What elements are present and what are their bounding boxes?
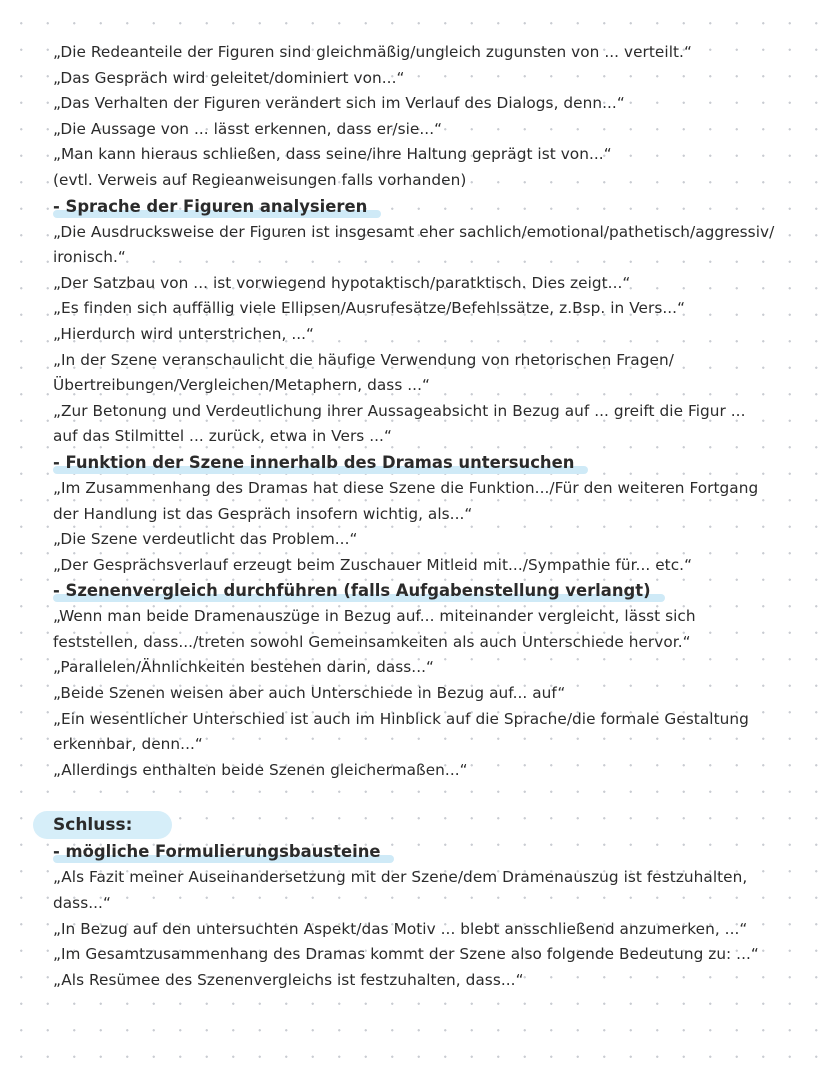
text-line: „Es finden sich auffällig viele Ellipsen/Ausrufesätze/Befehlssätze, z.Bsp. in Vers...“ bbox=[53, 299, 686, 318]
text-line: „Die Redeanteile der Figuren sind gleichmäßig/ungleich zugunsten von ... verteilt.“ bbox=[53, 43, 692, 61]
heading-highlight bbox=[53, 839, 394, 865]
text-line: „Die Szene verdeutlicht das Problem...“ bbox=[53, 530, 358, 549]
text-line: Übertreibungen/Vergleichen/Metaphern, dass ...“ bbox=[53, 376, 430, 395]
text-line: erkennbar, denn...“ bbox=[53, 735, 203, 754]
text-line: „Das Verhalten der Figuren verändert sich im Verlauf des Dialogs, denn...“ bbox=[53, 94, 625, 113]
notes-page bbox=[53, 40, 823, 993]
text-line: auf das Stilmittel ... zurück, etwa in Vers ...“ bbox=[53, 427, 392, 446]
section-heading bbox=[53, 450, 823, 476]
text-line: „Der Gesprächsverlauf erzeugt beim Zuschauer Mitleid mit.../Sympathie für... etc.“ bbox=[53, 555, 693, 574]
text-line: „Beide Szenen weisen aber auch Unterschiede in Bezug auf... auf“ bbox=[53, 684, 566, 703]
heading-text: - Sprache der Figuren analysieren bbox=[53, 196, 368, 216]
text-line: „Die Aussage von ... lässt erkennen, dass er/sie...“ bbox=[53, 119, 443, 138]
section-vergleich bbox=[53, 578, 823, 783]
text-line: „Hierdurch wird unterstrichen, ...“ bbox=[53, 324, 315, 343]
heading-highlight bbox=[53, 450, 588, 476]
text-line: ironisch.“ bbox=[53, 248, 126, 267]
text-line: „Die Ausdrucksweise der Figuren ist insgesamt eher sachlich/emotional/pathetisch/aggressiv/ bbox=[53, 222, 775, 241]
text-line: „In der Szene veranschaulicht die häufige Verwendung von rhetorischen Fragen/ bbox=[53, 350, 674, 369]
text-line: dass...“ bbox=[53, 894, 111, 913]
text-line: „Parallelen/Ähnlichkeiten bestehen darin, dass...“ bbox=[53, 658, 435, 677]
section-funktion bbox=[53, 450, 823, 578]
schluss-title bbox=[33, 811, 823, 839]
heading-text: - Szenenvergleich durchführen (falls Aufgabenstellung verlangt) bbox=[53, 581, 651, 601]
text-line: „Zur Betonung und Verdeutlichung ihrer Aussageabsicht in Bezug auf ... greift die Figur ... bbox=[53, 401, 746, 420]
heading-text: - Funktion der Szene innerhalb des Dramas untersuchen bbox=[53, 452, 575, 472]
text-line: „In Bezug auf den untersuchten Aspekt/das Motiv ... blebt ansschließend anzumerken, ...“ bbox=[53, 919, 748, 938]
section-heading bbox=[53, 839, 823, 865]
section-heading bbox=[53, 194, 823, 220]
text-line: „Der Satzbau von ... ist vorwiegend hypotaktisch/paratktisch. Dies zeigt...“ bbox=[53, 273, 631, 292]
text-line: „Im Zusammenhang des Dramas hat diese Szene die Funktion.../Für den weiteren Fortgang bbox=[53, 478, 759, 497]
text-line: „Das Gespräch wird geleitet/dominiert von...“ bbox=[53, 68, 405, 87]
text-line: feststellen, dass.../treten sowohl Gemeinsamkeiten als auch Unterschiede hervor.“ bbox=[53, 632, 691, 651]
text-line: der Handlung ist das Gespräch insofern wichtig, als...“ bbox=[53, 504, 473, 523]
spacer bbox=[53, 783, 823, 811]
intro-block bbox=[53, 40, 823, 194]
text-line: „Wenn man beide Dramenauszüge in Bezug auf... miteinander vergleicht, lässt sich bbox=[53, 607, 696, 626]
text-line: „Im Gesamtzusammenhang des Dramas kommt der Szene also folgende Bedeutung zu: ...“ bbox=[53, 945, 759, 964]
section-schluss bbox=[53, 811, 823, 993]
schluss-title-pill: Schluss: bbox=[33, 811, 172, 839]
section-sprache bbox=[53, 194, 823, 450]
text-line: „Man kann hieraus schließen, dass seine/ihre Haltung geprägt ist von...“ bbox=[53, 145, 612, 164]
text-line: „Als Fazit meiner Auseinandersetzung mit der Szene/dem Dramenauszug ist festzuhalten, bbox=[53, 868, 748, 887]
heading-text: - mögliche Formulierungsbausteine bbox=[53, 842, 381, 862]
section-heading bbox=[53, 578, 823, 604]
text-line: (evtl. Verweis auf Regieanweisungen falls vorhanden) bbox=[53, 170, 467, 189]
heading-highlight bbox=[53, 578, 665, 604]
text-line: „Allerdings enthalten beide Szenen gleichermaßen...“ bbox=[53, 760, 468, 779]
heading-highlight bbox=[53, 194, 381, 220]
text-line: „Als Resümee des Szenenvergleichs ist festzuhalten, dass...“ bbox=[53, 970, 524, 989]
text-line: „Ein wesentlicher Unterschied ist auch im Hinblick auf die Sprache/die formale Gestaltung bbox=[53, 709, 749, 728]
